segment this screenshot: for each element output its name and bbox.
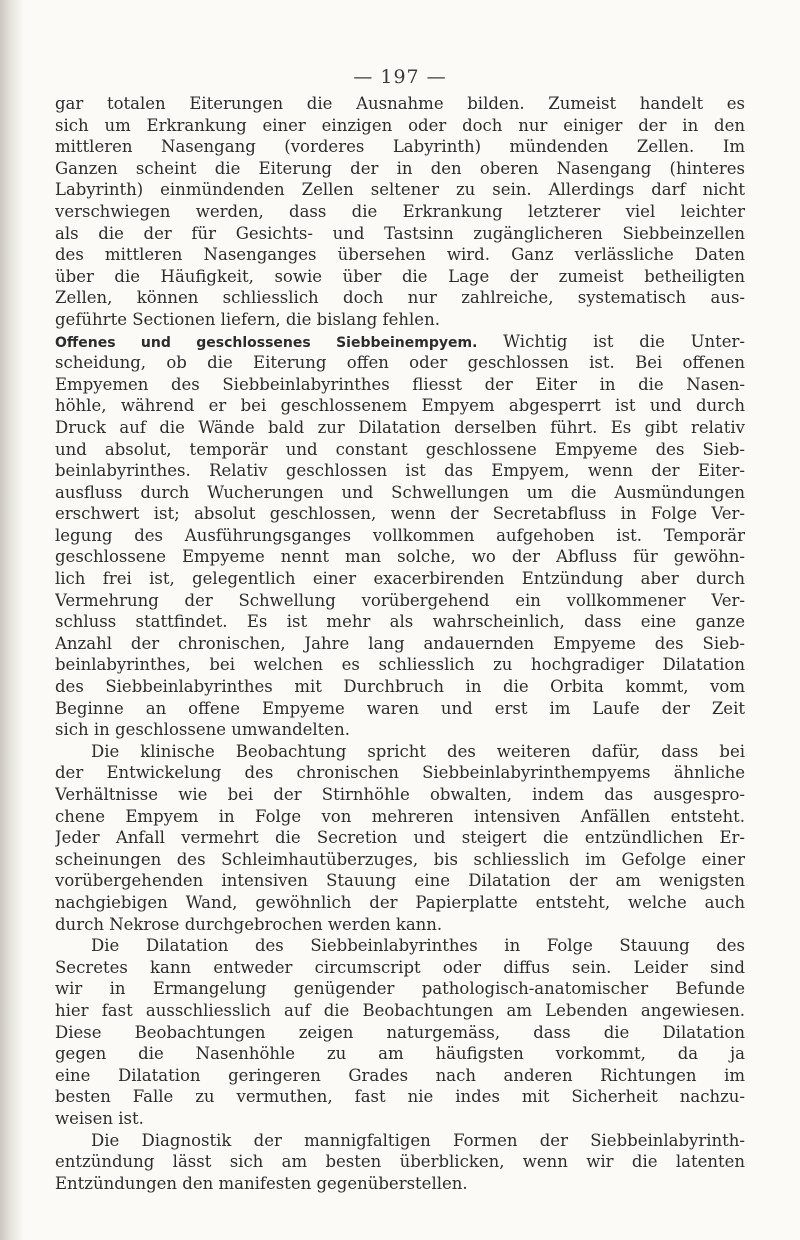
line-text: weisen ist. (55, 1108, 144, 1128)
line-text: Druck auf die Wände bald zur Dilatation derselben führt. Es gibt relativ (55, 417, 745, 437)
text-line (55, 914, 745, 936)
line-text: gar totalen Eiterungen die Ausnahme bilden. Zumeist handelt es (55, 94, 745, 113)
line-text: durch Nekrose durchgebrochen werden kann. (55, 914, 443, 934)
text-line (55, 870, 745, 892)
text-line (55, 1065, 745, 1087)
text-line (55, 439, 745, 461)
text-line (55, 223, 745, 245)
text-line (55, 1173, 745, 1195)
text-line (55, 784, 745, 806)
text-line (55, 266, 745, 288)
section-heading: Offenes und geschlossenes Siebbeinempyem. (55, 334, 478, 351)
line-text: Anzahl der chronischen, Jahre lang andauernden Empyeme des Sieb- (55, 633, 745, 653)
text-line (55, 244, 745, 266)
text-line (55, 741, 745, 763)
line-text: Diese Beobachtungen zeigen naturgemäss, dass die Dilatation (55, 1022, 745, 1042)
line-text: Vermehrung der Schwellung vorübergehend ein vollkommener Ver- (55, 590, 745, 610)
line-text: wir in Ermangelung genügender pathologisch-anatomischer Befunde (55, 979, 745, 999)
text-line (55, 762, 745, 784)
line-text: Wichtig ist die Unter- (477, 331, 745, 351)
text-line (55, 935, 745, 957)
text-line (55, 287, 745, 309)
line-text: hier fast ausschliesslich auf die Beobachtungen am Lebenden angewiesen. (55, 1000, 745, 1020)
line-text: schluss stattfindet. Es ist mehr als wahrscheinlich, dass eine ganze (55, 612, 745, 632)
line-text: Die Dilatation des Siebbeinlabyrinthes in Folge Stauung des (91, 936, 745, 956)
text-line (55, 611, 745, 633)
text-line (55, 1043, 745, 1065)
line-text: legung des Ausführungsganges vollkommen aufgehoben ist. Temporär (55, 525, 745, 545)
line-text: geführte Sectionen liefern, die bislang fehlen. (55, 309, 440, 329)
line-text: geschlossene Empyeme nennt man solche, wo der Abfluss für gewöhn- (55, 547, 745, 567)
text-line (55, 719, 745, 741)
line-text: entzündung lässt sich am besten überblicken, wenn wir die latenten (55, 1152, 745, 1172)
text-line (55, 93, 745, 115)
line-text: des Siebbeinlabyrinthes mit Durchbruch in die Orbita kommt, vom (55, 677, 745, 697)
text-line (55, 633, 745, 655)
line-text: scheinungen des Schleimhautüberzuges, bis schliesslich im Gefolge einer (55, 849, 745, 869)
line-text: sich in geschlossene umwandelten. (55, 720, 350, 740)
line-text: Ganzen scheint die Eiterung der in den oberen Nasengang (hinteres (55, 158, 745, 178)
line-text: erschwert ist; absolut geschlossen, wenn der Secretabfluss in Folge Ver- (55, 504, 745, 524)
text-line (55, 957, 745, 979)
binding-shadow (0, 0, 24, 1240)
text-line (55, 352, 745, 374)
line-text: Die Diagnostik der mannigfaltigen Formen der Siebbeinlabyrinth- (91, 1130, 745, 1150)
line-text: chene Empyem in Folge von mehreren intensiven Anfällen entsteht. (55, 806, 745, 826)
page-number: — 197 — (353, 66, 447, 88)
text-line (55, 546, 745, 568)
text-line (55, 676, 745, 698)
line-text: Labyrinth) einmündenden Zellen seltener zu sein. Allerdings darf nicht (55, 180, 745, 200)
text-line (55, 115, 745, 137)
line-text: scheidung, ob die Eiterung offen oder geschlossen ist. Bei offenen (55, 353, 745, 373)
line-text: vorübergehenden intensiven Stauung eine Dilatation der am wenigsten (55, 871, 745, 891)
text-line (55, 331, 745, 353)
text-line (55, 309, 745, 331)
text-line (55, 892, 745, 914)
line-text: über die Häufigkeit, sowie über die Lage der zumeist betheiligten (55, 266, 745, 286)
line-text: Die klinische Beobachtung spricht des weiteren dafür, dass bei (91, 741, 745, 761)
line-text: mittleren Nasengang (vorderes Labyrinth) mündenden Zellen. Im (55, 137, 745, 157)
line-text: verschwiegen werden, dass die Erkrankung letzterer viel leichter (55, 201, 745, 221)
text-line (55, 1130, 745, 1152)
line-text: Secretes kann entweder circumscript oder diffus sein. Leider sind (55, 957, 745, 977)
line-text: beinlabyrinthes. Relativ geschlossen ist das Empyem, wenn der Eiter- (55, 461, 745, 481)
text-line (55, 978, 745, 1000)
text-line (55, 849, 745, 871)
line-text: des mittleren Nasenganges übersehen wird. Ganz verlässliche Daten (55, 245, 745, 265)
text-line (55, 136, 745, 158)
line-text: Verhältnisse wie bei der Stirnhöhle obwalten, indem das ausgespro- (55, 785, 745, 804)
text-line (55, 698, 745, 720)
text-line (55, 201, 745, 223)
line-text: Beginne an offene Empyeme waren und erst im Laufe der Zeit (55, 698, 745, 718)
line-text: Jeder Anfall vermehrt die Secretion und steigert die entzündlichen Er- (55, 828, 745, 848)
text-line (55, 503, 745, 525)
text-line (55, 806, 745, 828)
text-line (55, 482, 745, 504)
text-line (55, 1022, 745, 1044)
line-text: Empyemen des Siebbeinlabyrinthes fliesst der Eiter in die Nasen- (55, 374, 745, 394)
text-line (55, 1108, 745, 1130)
line-text: der Entwickelung des chronischen Siebbeinlabyrinthempyems ähnliche (55, 763, 745, 783)
text-line (55, 179, 745, 201)
line-text: und absolut, temporär und constant geschlossene Empyeme des Sieb- (55, 439, 745, 459)
text-line (55, 395, 745, 417)
text-line (55, 525, 745, 547)
line-text: eine Dilatation geringeren Grades nach anderen Richtungen im (55, 1065, 745, 1085)
text-line (55, 158, 745, 180)
text-line (55, 1151, 745, 1173)
line-text: höhle, während er bei geschlossenem Empyem abgesperrt ist und durch (55, 396, 745, 416)
text-line (55, 654, 745, 676)
body-text (55, 93, 745, 1194)
line-text: lich frei ist, gelegentlich einer exacerbirenden Entzündung aber durch (55, 569, 745, 589)
line-text: als die der für Gesichts- und Tastsinn zugänglicheren Siebbeinzellen (55, 223, 745, 243)
line-text: nachgiebigen Wand, gewöhnlich der Papierplatte entsteht, welche auch (55, 892, 745, 912)
line-text: sich um Erkrankung einer einzigen oder doch nur einiger der in den (55, 115, 745, 135)
line-text: Zellen, können schliesslich doch nur zahlreiche, systematisch aus- (55, 288, 745, 308)
text-line (55, 374, 745, 396)
line-text: Entzündungen den manifesten gegenüberstellen. (55, 1173, 468, 1193)
line-text: beinlabyrinthes, bei welchen es schliesslich zu hochgradiger Dilatation (55, 655, 745, 675)
text-line (55, 590, 745, 612)
line-text: ausfluss durch Wucherungen und Schwellungen um die Ausmündungen (55, 482, 745, 502)
text-line (55, 1000, 745, 1022)
text-line (55, 460, 745, 482)
text-line (55, 417, 745, 439)
text-line (55, 1086, 745, 1108)
text-line (55, 827, 745, 849)
line-text: gegen die Nasenhöhle zu am häufigsten vorkommt, da ja (55, 1044, 745, 1064)
text-line (55, 568, 745, 590)
line-text: besten Falle zu vermuthen, fast nie indes mit Sicherheit nachzu- (55, 1087, 745, 1107)
